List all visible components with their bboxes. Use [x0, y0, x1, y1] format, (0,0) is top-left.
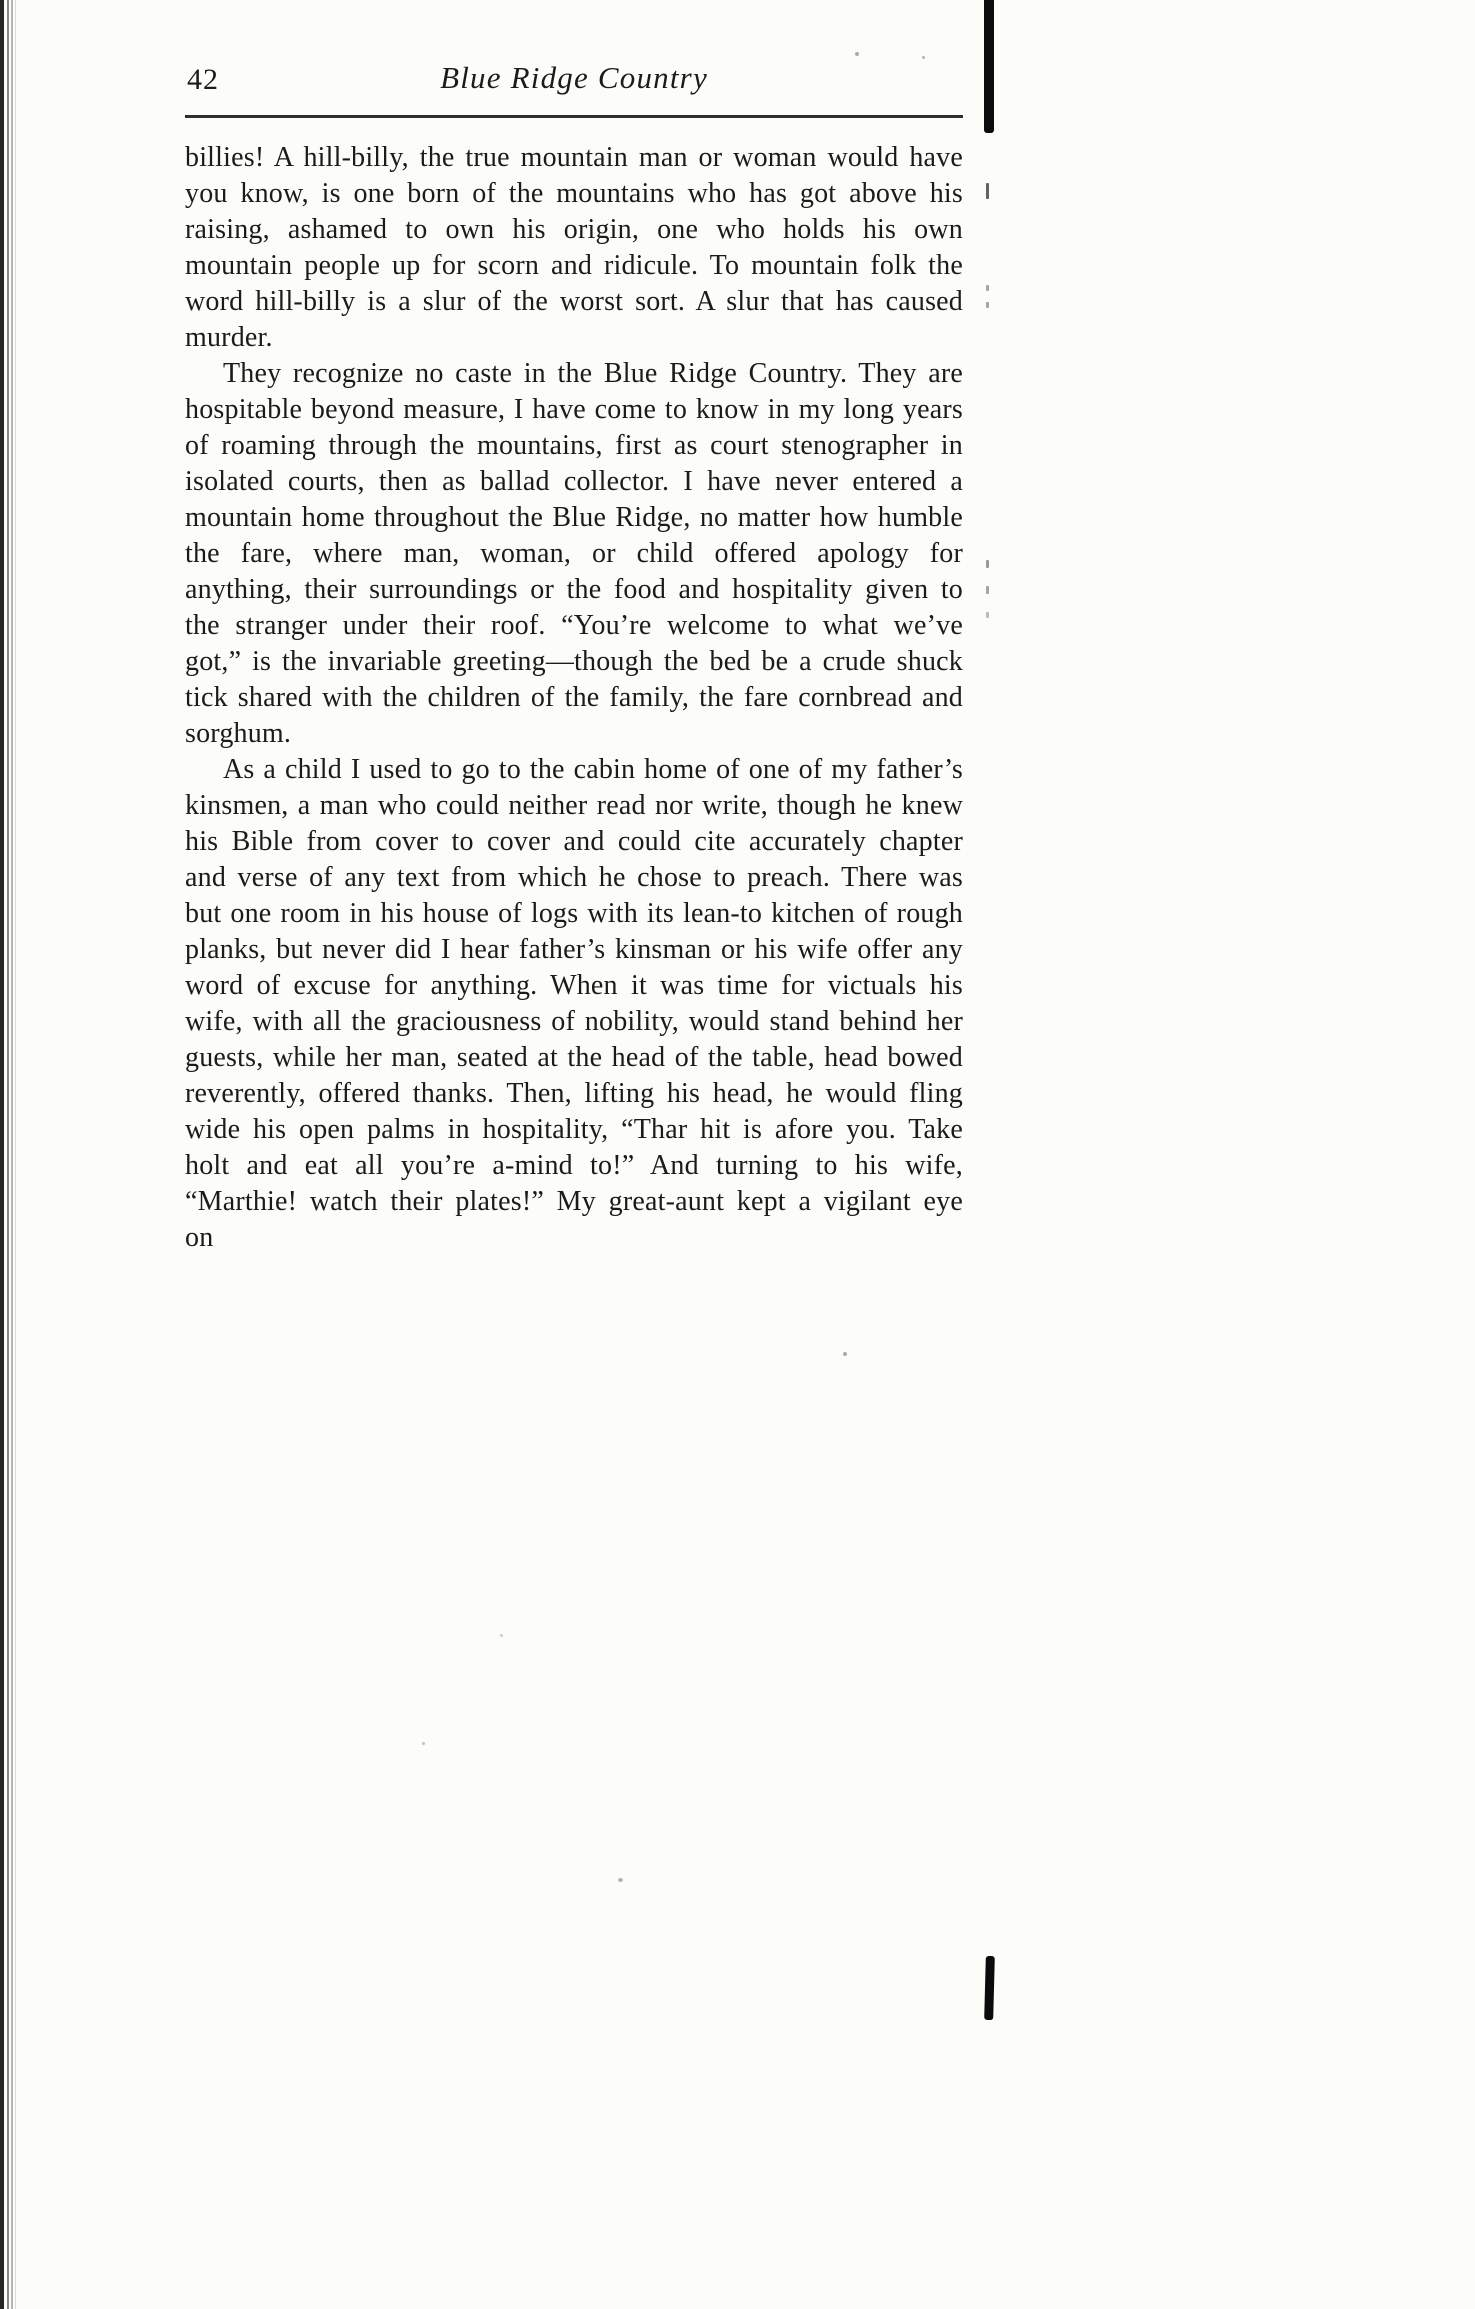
header-rule [185, 115, 963, 118]
scan-speck [422, 1742, 425, 1745]
scan-speck [986, 285, 989, 291]
paragraph: They recognize no caste in the Blue Ridge Country. They are hospitable beyond measure, I have come to know in my long years of roaming through the mountains, first as court stenographer in isolated courts, then as ballad collector. I have never entered a mountain home throughout the Blue Ridge, no matter how humble the fare, where man, woman, or child offered apology for anything, their surroundings or the food and hospitality given to the stranger under their roof. “You’re welcome to what we’ve got,” is the invariable greeting—though the bed be a crude shuck tick shared with the children of the family, the fare cornbread and sorghum. [185, 358, 963, 749]
paragraph: billies! A hill-billy, the true mountain man or woman would have you know, is one born of the mountains who has got above his raising, ashamed to own his origin, one who holds his own mountain people up for scorn and ridicule. To mountain folk the word hill-billy is a slur of the worst sort. A slur that has caused murder. [185, 142, 963, 353]
scan-speck [986, 560, 989, 568]
binding-line [15, 0, 16, 2309]
scan-speck [986, 612, 989, 618]
scan-speck [986, 586, 989, 594]
scan-speck [986, 183, 989, 199]
scan-speck [922, 56, 925, 59]
paragraph: As a child I used to go to the cabin home of one of my father’s kinsmen, a man who could neither read nor write, though he knew his Bible from cover to cover and could cite accurately chapter and verse of any text from which he chose to preach. There was but one room in his house of logs with its lean-to kitchen of rough planks, but never did I hear father’s kinsman or his wife offer any word of excuse for anything. When it was time for victuals his wife, with all the graciousness of nobility, would stand behind her guests, while her man, seated at the head of the table, head bowed reverently, offered thanks. Then, lifting his head, he would fling wide his open palms in hospitality, “Thar hit is afore you. Take holt and eat all you’re a-mind to!” And turning to his wife, “Marthie! watch their plates!” My great-aunt kept a vigilant eye on [185, 754, 963, 1253]
page-body [185, 60, 963, 1256]
binding-shadow [0, 0, 20, 2309]
page-header [185, 60, 963, 106]
running-header: Blue Ridge Country [440, 60, 708, 95]
page-number: 42 [187, 63, 219, 96]
scan-speck [843, 1352, 847, 1356]
scan-speck [986, 302, 989, 308]
binding-line [0, 0, 4, 2309]
binding-line [11, 0, 13, 2309]
scan-artifact-bar-top [984, 0, 994, 133]
scan-artifact-bar-bottom [984, 1956, 995, 2020]
body-text [185, 140, 963, 1256]
scan-speck [855, 52, 859, 56]
scan-speck [500, 1634, 503, 1637]
binding-line [7, 0, 9, 2309]
scan-speck [618, 1878, 623, 1882]
